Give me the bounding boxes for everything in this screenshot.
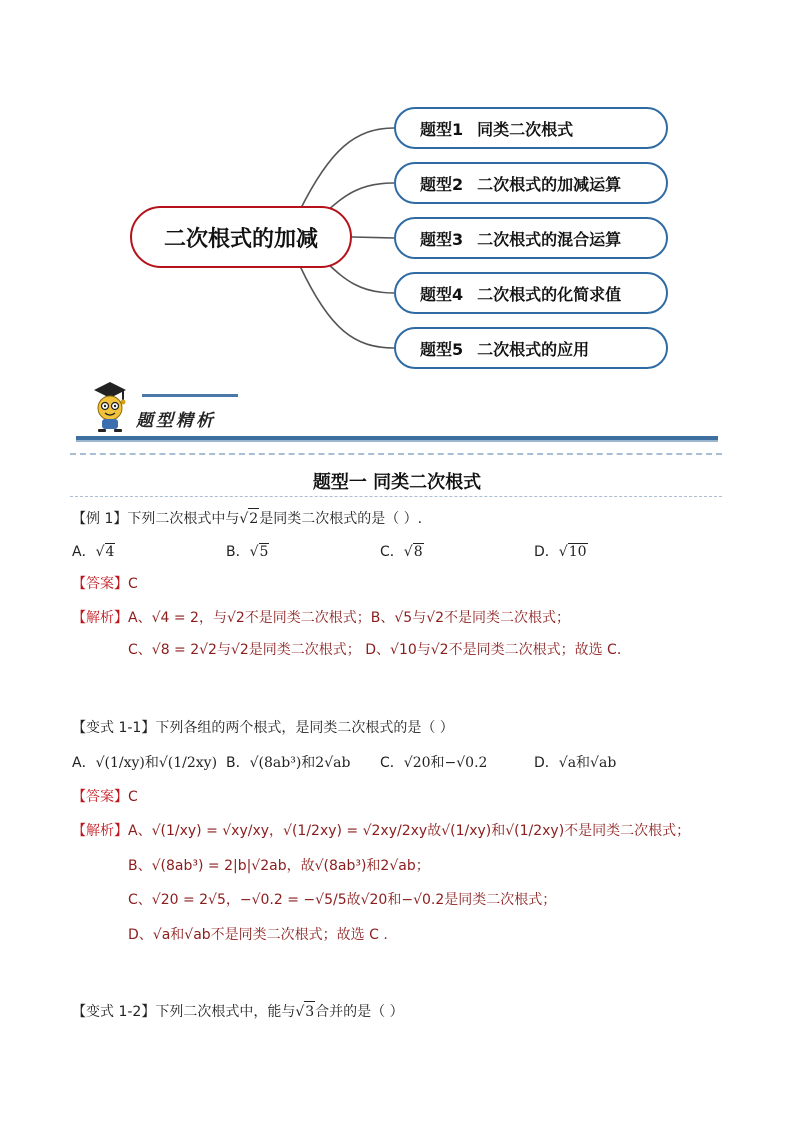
option-letter: A． [72, 755, 96, 771]
example1-option-d: D．√10 [534, 544, 587, 560]
variant1-analysis-line3: C、√20 = 2√5，−√0.2 = −√5/5故√20和−√0.2是同类二次根式； [128, 892, 557, 908]
example1-question-tail: 是同类二次根式的是（ ）. [259, 511, 423, 527]
example1-option-a: A．√4 [72, 544, 115, 560]
topic-label: 二次根式的应用 [477, 339, 590, 359]
variant2-question-tail: 合并的是（ ） [315, 1004, 404, 1020]
topic-label: 二次根式的化简求值 [477, 284, 622, 304]
option-letter: D． [534, 755, 559, 771]
graduate-mascot-icon [94, 382, 126, 432]
example1-analysis-line1 [72, 608, 570, 628]
option-letter: C． [380, 755, 404, 771]
example1-option-b: B．√5 [226, 544, 269, 560]
option-letter: C． [380, 544, 404, 560]
mind-map-topic-2 [394, 162, 668, 204]
mind-map [0, 0, 794, 380]
option-text: √(1/xy)和√(1/2xy) [95, 755, 218, 771]
topic-number: 题型2 [420, 174, 464, 194]
variant1-option-a [72, 752, 217, 772]
variant1-analysis-line1 [72, 821, 690, 841]
analysis-label: 【解析】 [72, 610, 128, 626]
variant1-question [72, 718, 454, 738]
topic-number: 题型5 [420, 339, 464, 359]
variant1-option-d [534, 752, 616, 772]
analysis-text: A、√(1/xy) = √xy/xy，√(1/2xy) = √2xy/2xy故√(1/xy)和√(1/2xy)不是同类二次根式； [128, 823, 691, 839]
option-text: √(8ab³)和2√ab [249, 755, 351, 771]
example1-question: 【例 1】下列二次根式中与√2是同类二次根式的是（ ）. [72, 508, 422, 529]
answer-value: C [128, 576, 138, 592]
divider-dashed-top [70, 453, 722, 455]
variant1-option-b [226, 752, 350, 772]
option-letter: A． [72, 544, 96, 560]
option-radicand: 4 [105, 544, 115, 560]
answer-value: C [128, 789, 138, 805]
variant1-option-c [380, 752, 487, 772]
example1-option-c: C．√8 [380, 544, 423, 560]
topic-label: 二次根式的加减运算 [477, 174, 622, 194]
example1-answer [72, 574, 138, 594]
topic-number: 题型1 [420, 119, 464, 139]
topic-number: 题型3 [420, 229, 464, 249]
variant1-analysis-line2: B、√(8ab³) = 2|b|√2ab，故√(8ab³)和2√ab； [128, 858, 430, 874]
mind-map-topic-3 [394, 217, 668, 259]
answer-label: 【答案】 [72, 789, 128, 805]
option-letter: D． [534, 544, 559, 560]
example1-radicand: 2 [248, 508, 259, 529]
topic-number: 题型4 [420, 284, 464, 304]
analysis-label: 【解析】 [72, 823, 128, 839]
topic-label: 二次根式的混合运算 [477, 229, 622, 249]
option-radicand: 10 [568, 544, 587, 560]
example1-question-text: 下列二次根式中与 [127, 511, 240, 527]
variant2-question: 【变式 1-2】下列二次根式中，能与√3合并的是（ ） [72, 1001, 404, 1022]
option-letter: B． [226, 544, 250, 560]
mind-map-topic-5 [394, 327, 668, 369]
variant2-prefix: 【变式 1-2】 [72, 1004, 156, 1020]
option-text: √20和−√0.2 [403, 755, 488, 771]
analysis-text: A、√4 = 2，与√2不是同类二次根式；B、√5与√2不是同类二次根式； [128, 610, 571, 626]
mind-map-topic-4 [394, 272, 668, 314]
example1-analysis-line2: C、√8 = 2√2与√2是同类二次根式； D、√10与√2不是同类二次根式；故选 C. [128, 642, 622, 658]
section-banner-title: 题型精析 [136, 411, 216, 431]
variant2-radicand: 3 [304, 1001, 315, 1022]
variant1-prefix: 【变式 1-1】 [72, 720, 156, 736]
mind-map-center-label: 二次根式的加减 [163, 226, 318, 252]
option-text: √a和√ab [558, 755, 617, 771]
section-title: 题型一 同类二次根式 [312, 472, 482, 493]
variant2-question-text: 下列二次根式中，能与 [155, 1004, 296, 1020]
option-radicand: 5 [259, 544, 269, 560]
divider-dashed-bottom [70, 496, 722, 497]
variant1-analysis-line4: D、√a和√ab不是同类二次根式；故选 C . [128, 927, 388, 943]
option-letter: B． [226, 755, 250, 771]
variant1-question-text: 下列各组的两个根式，是同类二次根式的是（ ） [155, 720, 454, 736]
variant1-answer [72, 787, 138, 807]
option-radicand: 8 [413, 544, 423, 560]
example1-prefix: 【例 1】 [72, 511, 128, 527]
answer-label: 【答案】 [72, 576, 128, 592]
mind-map-center [130, 206, 352, 268]
mind-map-topic-1 [394, 107, 668, 149]
topic-label: 同类二次根式 [477, 119, 574, 139]
